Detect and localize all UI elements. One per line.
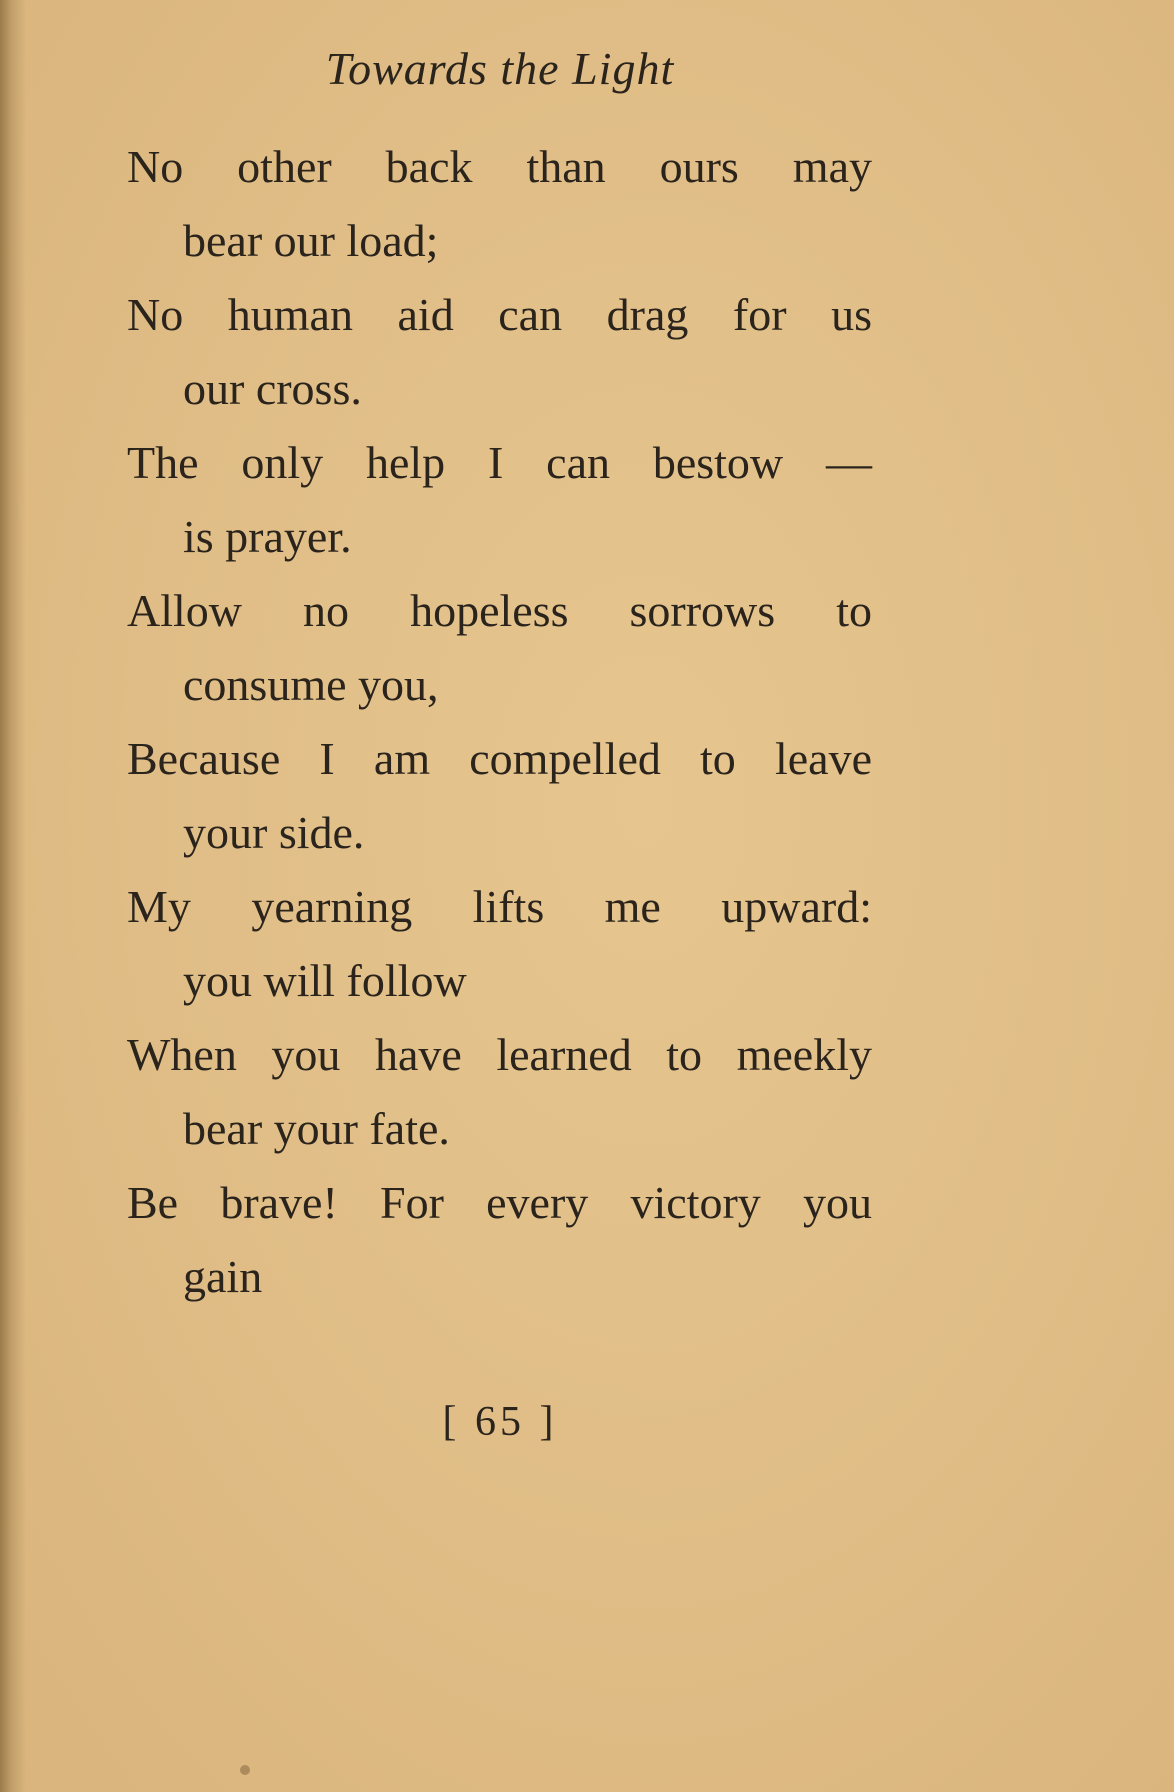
binding-shadow — [0, 0, 26, 1792]
verse-line-continuation: bear your fate. — [183, 1103, 450, 1154]
poem-body — [127, 130, 872, 1314]
verse-line-text: My yearning lifts me upward: — [127, 881, 872, 932]
paper-speck — [240, 1765, 250, 1775]
verse-line-continuation: your side. — [183, 807, 365, 858]
verse-line — [127, 426, 872, 574]
verse-line-continuation: gain — [183, 1251, 263, 1302]
verse-line — [127, 1018, 872, 1166]
verse-line-text: When you have learned to meekly — [127, 1029, 872, 1080]
verse-line — [127, 870, 872, 1018]
verse-line-text: Allow no hopeless sorrows to — [127, 585, 872, 636]
verse-line — [127, 574, 872, 722]
page-number: [ 65 ] — [442, 1399, 558, 1445]
verse-line — [127, 130, 872, 278]
verse-line-text: The only help I can bestow — — [127, 437, 872, 488]
verse-line — [127, 722, 872, 870]
verse-line-continuation: our cross. — [183, 363, 362, 414]
verse-line-text: No other back than ours may — [127, 141, 872, 192]
verse-line-continuation: is prayer. — [183, 511, 352, 562]
verse-line-text: Be brave! For every victory you — [127, 1177, 872, 1228]
verse-line-continuation: consume you, — [183, 659, 439, 710]
verse-line-continuation: you will follow — [183, 955, 467, 1006]
verse-line-text: Because I am compelled to leave — [127, 733, 872, 784]
verse-line-continuation: bear our load; — [183, 215, 439, 266]
verse-line — [127, 1166, 872, 1314]
verse-line-text: No human aid can drag for us — [127, 289, 872, 340]
verse-line — [127, 278, 872, 426]
running-head: Towards the Light — [325, 43, 675, 94]
